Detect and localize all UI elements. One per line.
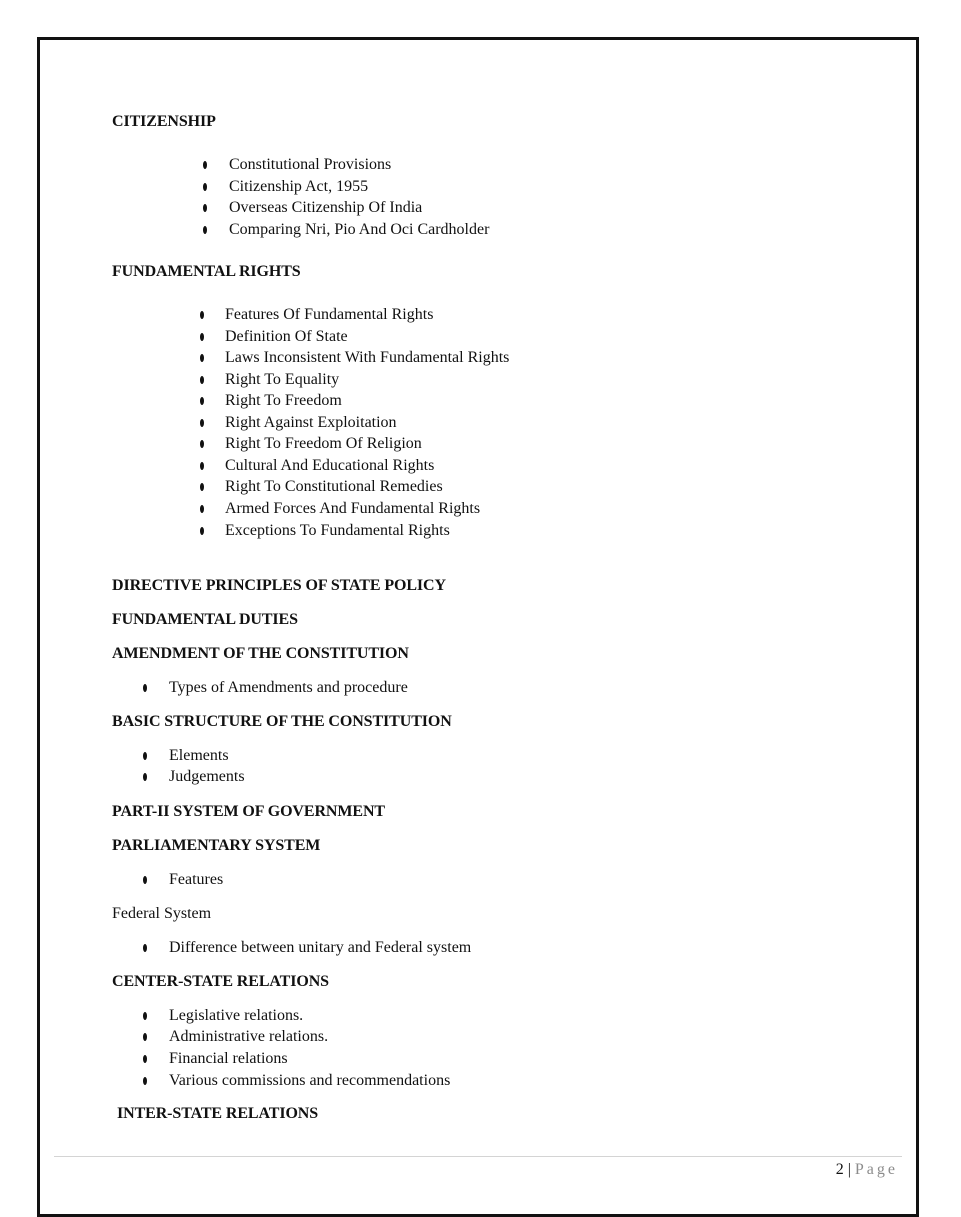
page-label: Page — [854, 1161, 898, 1178]
bullet-icon — [200, 311, 204, 319]
list-item: Comparing Nri, Pio And Oci Cardholder — [229, 221, 490, 238]
page-separator: | — [847, 1161, 851, 1178]
bullet-icon — [143, 944, 147, 952]
heading-center-state: CENTER-STATE RELATIONS — [112, 973, 329, 990]
bullet-icon — [143, 1077, 147, 1085]
bullet-icon — [200, 376, 204, 384]
bullet-icon — [143, 684, 147, 692]
bullet-icon — [203, 226, 207, 234]
bullet-icon — [143, 1012, 147, 1020]
footer-divider — [54, 1156, 902, 1157]
heading-basic-structure: BASIC STRUCTURE OF THE CONSTITUTION — [112, 713, 452, 730]
page-footer — [836, 1161, 898, 1179]
bullet-icon — [143, 876, 147, 884]
list-item: Definition Of State — [225, 328, 348, 345]
bullet-icon — [203, 204, 207, 212]
list-item: Constitutional Provisions — [229, 156, 392, 173]
bullet-icon — [203, 161, 207, 169]
bullet-icon — [200, 354, 204, 362]
page-number: 2 — [835, 1161, 844, 1178]
list-item: Overseas Citizenship Of India — [229, 199, 423, 216]
bullet-icon — [143, 1033, 147, 1041]
bullet-icon — [203, 183, 207, 191]
bullet-icon — [200, 419, 204, 427]
heading-fundamental-rights: FUNDAMENTAL RIGHTS — [112, 263, 301, 280]
list-item: Right To Equality — [225, 371, 340, 388]
bullet-icon — [200, 483, 204, 491]
bullet-icon — [200, 440, 204, 448]
heading-fundamental-duties: FUNDAMENTAL DUTIES — [112, 611, 298, 628]
list-item: Features — [169, 871, 224, 888]
bullet-icon — [200, 397, 204, 405]
list-item: Various commissions and recommendations — [169, 1072, 451, 1089]
list-item: Right To Constitutional Remedies — [225, 478, 443, 495]
bullet-icon — [200, 527, 204, 535]
heading-inter-state: INTER-STATE RELATIONS — [117, 1105, 319, 1122]
bullet-icon — [200, 505, 204, 513]
bullet-icon — [143, 1055, 147, 1063]
list-item: Types of Amendments and procedure — [169, 679, 408, 696]
bullet-icon — [143, 773, 147, 781]
heading-federal-system: Federal System — [112, 905, 212, 922]
bullet-icon — [200, 333, 204, 341]
list-item: Laws Inconsistent With Fundamental Rights — [225, 349, 510, 366]
list-item: Features Of Fundamental Rights — [225, 306, 434, 323]
bullet-icon — [143, 752, 147, 760]
list-item: Right Against Exploitation — [225, 414, 397, 431]
list-item: Right To Freedom — [225, 392, 342, 409]
list-item: Citizenship Act, 1955 — [229, 178, 369, 195]
list-item: Cultural And Educational Rights — [225, 457, 435, 474]
list-item: Financial relations — [169, 1050, 288, 1067]
list-item: Legislative relations. — [169, 1007, 304, 1024]
heading-parliamentary-system: PARLIAMENTARY SYSTEM — [112, 837, 321, 854]
heading-amendment: AMENDMENT OF THE CONSTITUTION — [112, 645, 409, 662]
list-item: Exceptions To Fundamental Rights — [225, 522, 450, 539]
list-item: Right To Freedom Of Religion — [225, 435, 422, 452]
bullet-icon — [200, 462, 204, 470]
list-item: Administrative relations. — [169, 1028, 329, 1045]
heading-part-ii: PART-II SYSTEM OF GOVERNMENT — [112, 803, 385, 820]
list-item: Judgements — [169, 768, 245, 785]
heading-citizenship: CITIZENSHIP — [112, 113, 216, 130]
heading-directive-principles: DIRECTIVE PRINCIPLES OF STATE POLICY — [112, 577, 446, 594]
list-item: Difference between unitary and Federal system — [169, 939, 472, 956]
list-item: Elements — [169, 747, 229, 764]
list-item: Armed Forces And Fundamental Rights — [225, 500, 481, 517]
